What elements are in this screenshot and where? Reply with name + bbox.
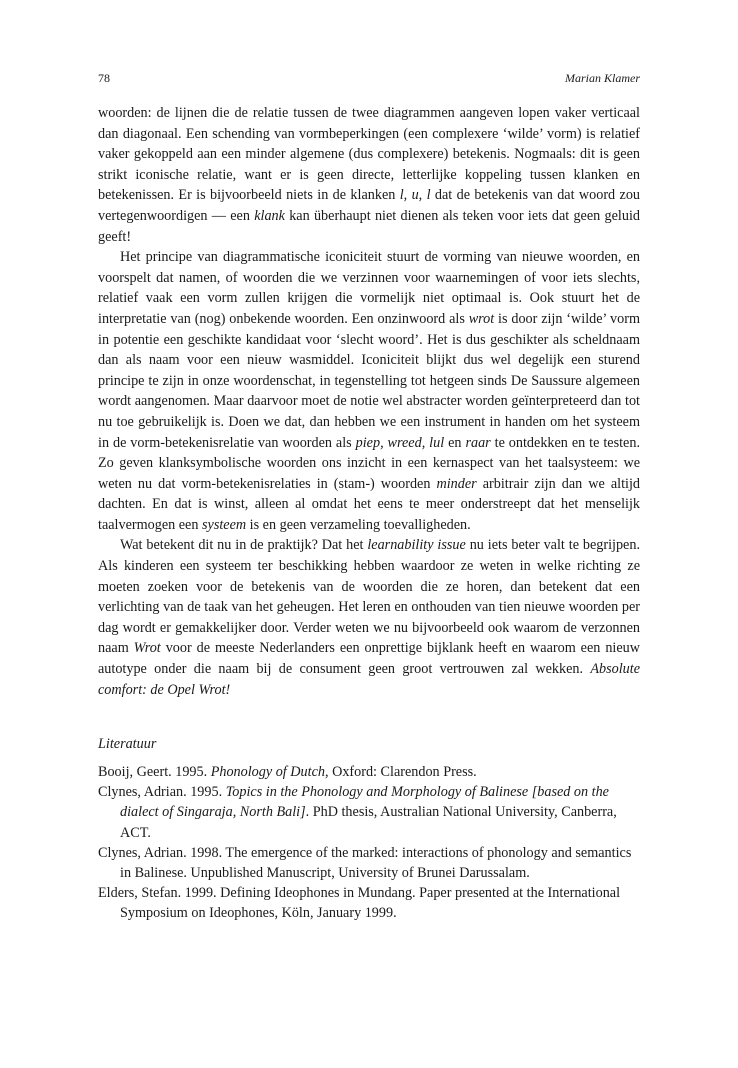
section-heading-literatuur: Literatuur <box>98 736 157 752</box>
reference-text: Clynes, Adrian. 1998. The emergence of the marked: interactions of phonology and semantics in Balinese. Unpublished Manuscript, University of Brunei Darussalam. <box>98 844 632 882</box>
page-number: 78 <box>98 71 110 85</box>
reference-list <box>98 762 640 924</box>
paragraph-text: is en geen verzameling toevalligheden. <box>246 516 471 533</box>
paragraph-text: Het principe van diagrammatische iconiciteit stuurt de vorming van nieuwe woorden, en voorspelt dat namen, of woorden die we verzinnen voor waarnemingen of voor iets slechts, relatief vaak een vorm zullen krijgen die vormelijk niet optimaal is. Ook stuurt het de interpretatie van (nog) onbekende woorden. Een onzinwoord als <box>98 249 640 327</box>
reference-text: . PhD thesis, Australian National University, Canberra, ACT. <box>120 804 617 841</box>
paragraph-text: en <box>444 434 466 451</box>
running-head <box>98 71 640 89</box>
reference-text: , Oxford: Clarendon Press. <box>324 764 477 780</box>
paragraph-text: is door zijn ‘wilde’ vorm in potentie een geschikte kandidaat voor ‘slecht woord’. Het is dus geschikter als scheldnaam dan als naam voor een nieuw wasmiddel. Iconiciteit blijkt dus wel degelijk een sturend principe te zijn in onze woordenschat, in tegenstelling tot hetgeen sinds De Saussure algemeen wordt aangenomen. Maar daarvoor moet de notie wel abstracter worden geïnterpreteerd dan tot nu toe gebruikelijk is. Doen we dat, dan hebben we een instrument in handen om het systeem in de vorm-betekenisrelatie van woorden als <box>98 310 641 451</box>
paragraph-text: nu iets beter valt te begrijpen. Als kinderen een systeem ter beschikking hebben waardoor ze weten in welke richting ze moeten zoeken voor de betekenis van de woorden die ze horen, dan betekent dat een verlichting van de taak van het geheugen. Het leren en onthouden van tien nieuwe woorden per dag wordt er gemakkelijker door. Verder weten we nu bijvoorbeeld ook waarom de verzonnen naam <box>98 537 640 657</box>
italic-term: Wrot <box>133 640 161 657</box>
italic-term: minder <box>436 475 477 492</box>
italic-term: klank <box>254 207 285 224</box>
reference-item <box>98 762 640 782</box>
reference-title: Topics in the Phonology and Morphology of Balinese [based on the dialect of Singaraja, North Bali] <box>120 784 609 821</box>
paragraph-text: woorden: de lijnen die de relatie tussen de twee diagrammen aangeven lopen vaker verticaal dan diagonaal. Een schending van vormbeperkingen (een complexere ‘wilde’ vorm) is relatief vaker gekoppeld aan een minder algemene (dus complexere) betekenis. Nogmaals: dit is geen strikt iconische relatie, want er is geen directe, letterlijke koppeling tussen klanken en betekenissen. Er is bijvoorbeeld niets in de klanken <box>98 105 640 204</box>
italic-term: l, u, l <box>399 187 431 204</box>
paragraph-text: Wat betekent dit nu in de praktijk? Dat het <box>120 537 368 554</box>
reference-text: Clynes, Adrian. 1995. <box>98 784 226 801</box>
italic-term: systeem <box>202 516 247 533</box>
italic-term: learnability issue <box>367 537 466 554</box>
body-text <box>98 103 640 700</box>
italic-term: piep, wreed, lul <box>355 434 445 451</box>
reference-text: Booij, Geert. 1995. <box>98 764 211 780</box>
reference-text: Elders, Stefan. 1999. Defining Ideophones in Mundang. Paper presented at the International Symposium on Ideophones, Köln, January 1999. <box>98 885 621 922</box>
paragraph-text: voor de meeste Nederlanders een onprettige bijklank heeft en waarom een nieuw autotype onder die naam bij de consument geen groot vertrouwen zal wekken. <box>98 640 640 678</box>
paragraph-text: te ontdekken en te testen. Zo geven klanksymbolische woorden ons inzicht in een kernaspect van het taalsysteem: we weten nu dat vorm-betekenisrelaties in (stam-) woorden <box>98 434 640 492</box>
paragraph-2 <box>98 247 640 535</box>
reference-item <box>98 782 640 843</box>
italic-term: Absolute comfort: de Opel Wrot! <box>98 661 640 698</box>
italic-term: wrot <box>468 310 495 327</box>
reference-title: Phonology of Dutch <box>210 764 325 780</box>
paragraph-text: dat de betekenis van dat woord zou vertegenwoordigen — een <box>98 187 641 224</box>
reference-item <box>98 843 640 883</box>
running-author: Marian Klamer <box>565 71 640 85</box>
paragraph-text: kan überhaupt niet dienen als teken voor iets dat geen geluid geeft! <box>98 207 640 245</box>
italic-term: raar <box>465 434 491 451</box>
paragraph-1 <box>98 103 640 247</box>
paragraph-3 <box>98 535 640 700</box>
paragraph-text: arbitrair zijn dan we altijd dachten. En dat is winst, alleen al omdat het eens te meer onderstreept dat het menselijk taalvermogen een <box>98 475 640 533</box>
reference-item <box>98 883 640 923</box>
